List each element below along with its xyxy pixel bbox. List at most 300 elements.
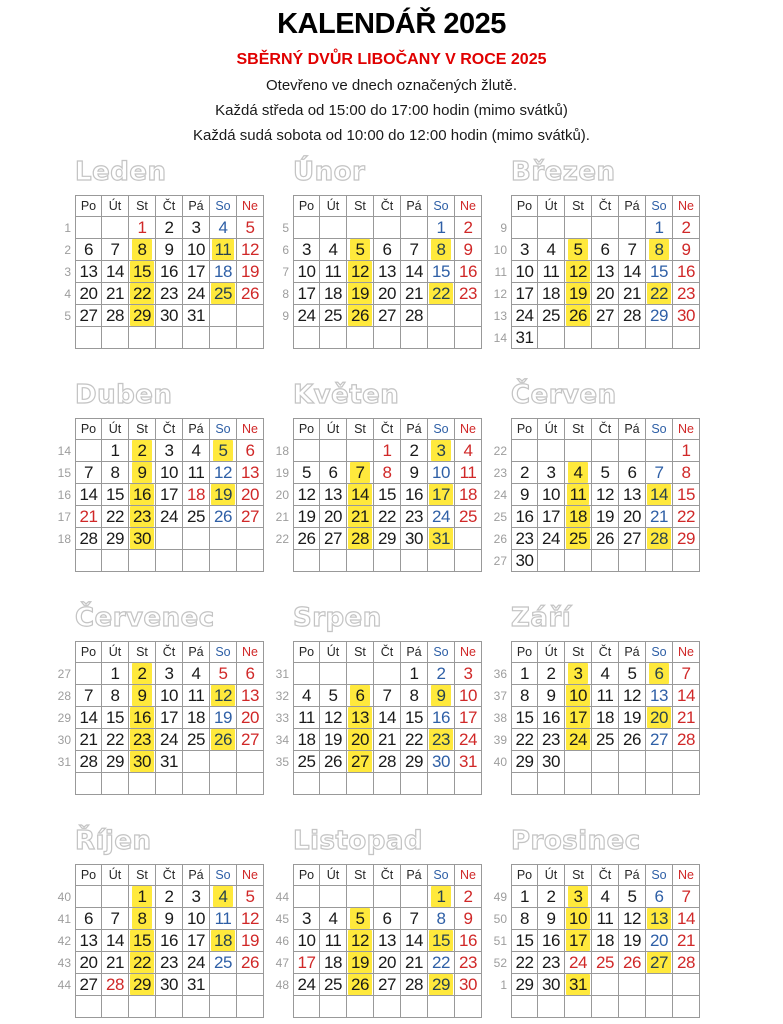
day-cell: 25 xyxy=(210,952,237,974)
day-cell: 10 xyxy=(455,685,482,707)
highlighted-day: 22 xyxy=(429,283,453,304)
day-cell xyxy=(347,751,374,773)
day-header-cell: Pá xyxy=(183,418,210,440)
day-cell xyxy=(646,996,673,1018)
day-cell xyxy=(210,751,237,773)
day-cell xyxy=(646,952,673,974)
day-cell: 10 xyxy=(183,908,210,930)
week-number: 12 xyxy=(493,287,507,301)
day-cell xyxy=(129,930,156,952)
day-cell xyxy=(646,663,673,685)
day-cell xyxy=(210,239,237,261)
day-cell xyxy=(293,440,320,462)
day-cell: 3 xyxy=(293,239,320,261)
day-cell xyxy=(156,327,183,349)
day-cell: 28 xyxy=(673,729,700,751)
page-title: KALENDÁŘ 2025 xyxy=(277,8,506,40)
day-cell xyxy=(646,550,673,572)
day-cell: 17 xyxy=(538,506,565,528)
day-cell xyxy=(592,996,619,1018)
day-cell xyxy=(210,729,237,751)
week-number: 18 xyxy=(275,444,289,458)
day-header-cell: Ne xyxy=(673,195,700,217)
day-cell: 11 xyxy=(183,462,210,484)
day-cell xyxy=(320,996,347,1018)
day-cell: 3 xyxy=(156,663,183,685)
highlighted-day: 17 xyxy=(429,484,453,505)
day-cell: 16 xyxy=(673,261,700,283)
day-cell: 30 xyxy=(156,974,183,996)
day-cell: 10 xyxy=(511,261,538,283)
day-cell: 6 xyxy=(374,908,401,930)
day-cell: 24 xyxy=(538,528,565,550)
day-cell: 1 xyxy=(428,217,455,239)
highlighted-day: 30 xyxy=(130,751,154,772)
week-number: 40 xyxy=(57,890,71,904)
day-header-cell: Čt xyxy=(592,195,619,217)
day-header-cell: St xyxy=(565,418,592,440)
day-cell: 15 xyxy=(401,707,428,729)
day-cell: 4 xyxy=(210,217,237,239)
day-header-cell: Út xyxy=(102,195,129,217)
day-header-cell: Po xyxy=(75,864,102,886)
day-cell: 21 xyxy=(374,729,401,751)
week-number xyxy=(274,996,293,1018)
day-cell: 18 xyxy=(592,707,619,729)
day-cell: 5 xyxy=(237,886,264,908)
day-cell: 28 xyxy=(102,974,129,996)
day-cell xyxy=(293,773,320,795)
day-cell: 18 xyxy=(183,707,210,729)
day-cell: 1 xyxy=(673,440,700,462)
day-cell xyxy=(646,484,673,506)
day-header-cell: Čt xyxy=(374,195,401,217)
day-cell: 31 xyxy=(156,751,183,773)
day-cell: 4 xyxy=(455,440,482,462)
day-cell: 11 xyxy=(592,685,619,707)
week-number: 13 xyxy=(493,309,507,323)
day-cell: 9 xyxy=(401,462,428,484)
day-cell: 8 xyxy=(102,462,129,484)
day-cell: 3 xyxy=(455,663,482,685)
highlighted-day: 5 xyxy=(213,440,233,461)
day-cell xyxy=(511,996,538,1018)
day-cell: 22 xyxy=(511,729,538,751)
day-cell: 1 xyxy=(401,663,428,685)
day-cell: 25 xyxy=(592,952,619,974)
day-cell: 13 xyxy=(374,930,401,952)
day-cell: 4 xyxy=(320,239,347,261)
month-title: Červenec xyxy=(75,603,215,633)
day-cell: 16 xyxy=(455,261,482,283)
day-cell xyxy=(619,440,646,462)
highlighted-day: 29 xyxy=(130,974,154,995)
day-cell xyxy=(210,327,237,349)
day-cell: 31 xyxy=(511,327,538,349)
week-number xyxy=(492,996,511,1018)
highlighted-day: 5 xyxy=(350,239,370,260)
highlighted-day: 18 xyxy=(566,506,590,527)
day-cell xyxy=(293,550,320,572)
week-number: 38 xyxy=(493,711,507,725)
day-header-cell: Čt xyxy=(374,418,401,440)
day-cell: 3 xyxy=(183,217,210,239)
highlighted-day: 29 xyxy=(130,305,154,326)
day-cell xyxy=(75,996,102,1018)
day-cell: 24 xyxy=(511,305,538,327)
day-cell: 21 xyxy=(75,506,102,528)
week-number-spacer xyxy=(274,864,293,886)
day-cell: 23 xyxy=(538,952,565,974)
day-cell xyxy=(646,440,673,462)
day-cell: 9 xyxy=(538,908,565,930)
week-number-spacer xyxy=(56,195,75,217)
day-cell: 24 xyxy=(183,952,210,974)
month-block xyxy=(274,602,492,795)
calendar-grid xyxy=(56,195,274,349)
highlighted-day: 8 xyxy=(431,239,451,260)
day-cell: 12 xyxy=(619,908,646,930)
day-cell xyxy=(538,440,565,462)
highlighted-day: 20 xyxy=(647,707,671,728)
day-cell: 14 xyxy=(673,685,700,707)
day-cell: 14 xyxy=(619,261,646,283)
day-header-cell: So xyxy=(646,641,673,663)
day-cell xyxy=(428,930,455,952)
day-cell: 10 xyxy=(428,462,455,484)
day-cell xyxy=(428,239,455,261)
day-cell: 16 xyxy=(511,506,538,528)
day-header-cell: Pá xyxy=(401,641,428,663)
day-cell: 25 xyxy=(183,729,210,751)
day-cell: 24 xyxy=(183,283,210,305)
day-cell: 30 xyxy=(455,974,482,996)
day-cell xyxy=(455,773,482,795)
month-title: Duben xyxy=(75,380,173,410)
month-block xyxy=(56,602,274,795)
day-cell: 4 xyxy=(538,239,565,261)
day-cell xyxy=(129,261,156,283)
day-header-cell: Ne xyxy=(673,418,700,440)
highlighted-day: 12 xyxy=(348,930,372,951)
day-cell: 23 xyxy=(673,283,700,305)
day-cell: 19 xyxy=(237,261,264,283)
day-cell xyxy=(428,283,455,305)
day-cell: 2 xyxy=(538,886,565,908)
day-cell: 11 xyxy=(455,462,482,484)
week-number: 19 xyxy=(275,466,289,480)
highlighted-day: 24 xyxy=(566,729,590,750)
highlighted-day: 19 xyxy=(348,283,372,304)
day-cell: 19 xyxy=(210,707,237,729)
highlighted-day: 13 xyxy=(348,707,372,728)
week-number: 40 xyxy=(493,755,507,769)
day-cell xyxy=(511,217,538,239)
day-header-cell: St xyxy=(129,641,156,663)
day-cell xyxy=(619,217,646,239)
day-header-cell: Pá xyxy=(619,195,646,217)
day-cell: 28 xyxy=(673,952,700,974)
day-cell: 6 xyxy=(75,239,102,261)
day-cell: 24 xyxy=(293,305,320,327)
week-number: 28 xyxy=(57,689,71,703)
day-cell xyxy=(673,996,700,1018)
week-number xyxy=(492,773,511,795)
day-cell xyxy=(347,930,374,952)
day-cell: 14 xyxy=(75,484,102,506)
month-title: Květen xyxy=(293,380,400,410)
day-header-cell: Pá xyxy=(401,864,428,886)
calendar-grid xyxy=(274,641,492,795)
day-cell: 4 xyxy=(592,663,619,685)
day-cell xyxy=(646,908,673,930)
day-cell: 29 xyxy=(646,305,673,327)
day-cell xyxy=(129,685,156,707)
day-cell: 21 xyxy=(619,283,646,305)
day-cell xyxy=(401,217,428,239)
week-number: 15 xyxy=(57,466,71,480)
day-cell xyxy=(320,217,347,239)
day-cell xyxy=(320,773,347,795)
day-header-cell: So xyxy=(210,864,237,886)
day-cell: 7 xyxy=(673,663,700,685)
day-cell: 21 xyxy=(75,729,102,751)
week-number xyxy=(56,996,75,1018)
day-cell xyxy=(428,729,455,751)
day-cell xyxy=(646,327,673,349)
day-cell xyxy=(347,952,374,974)
day-cell: 13 xyxy=(592,261,619,283)
day-cell xyxy=(210,974,237,996)
day-cell: 18 xyxy=(538,283,565,305)
highlighted-day: 11 xyxy=(567,484,590,505)
highlighted-day: 30 xyxy=(130,528,154,549)
day-cell: 18 xyxy=(320,952,347,974)
highlighted-day: 8 xyxy=(649,239,669,260)
day-cell: 16 xyxy=(538,707,565,729)
day-cell: 19 xyxy=(619,930,646,952)
day-cell xyxy=(75,663,102,685)
day-cell: 27 xyxy=(374,974,401,996)
day-cell xyxy=(374,327,401,349)
day-cell: 9 xyxy=(455,239,482,261)
day-header-cell: Út xyxy=(320,418,347,440)
day-cell xyxy=(183,327,210,349)
day-cell: 16 xyxy=(401,484,428,506)
day-header-cell: Pá xyxy=(183,641,210,663)
day-header-cell: Po xyxy=(511,641,538,663)
day-header-cell: St xyxy=(565,641,592,663)
day-cell xyxy=(565,305,592,327)
calendar-grid xyxy=(56,418,274,572)
highlighted-day: 26 xyxy=(566,305,590,326)
day-cell xyxy=(565,217,592,239)
week-number-spacer xyxy=(56,641,75,663)
week-number-spacer xyxy=(274,641,293,663)
highlighted-day: 5 xyxy=(350,908,370,929)
day-header-cell: So xyxy=(646,864,673,886)
day-cell xyxy=(455,305,482,327)
day-cell xyxy=(156,528,183,550)
day-header-cell: Út xyxy=(538,195,565,217)
day-cell xyxy=(237,773,264,795)
day-header-cell: Pá xyxy=(619,641,646,663)
day-cell xyxy=(129,707,156,729)
day-cell: 22 xyxy=(374,506,401,528)
day-cell: 27 xyxy=(320,528,347,550)
day-cell xyxy=(646,283,673,305)
day-cell xyxy=(347,239,374,261)
day-cell xyxy=(210,528,237,550)
day-cell: 25 xyxy=(320,974,347,996)
day-cell xyxy=(129,484,156,506)
day-cell xyxy=(592,550,619,572)
day-cell: 24 xyxy=(455,729,482,751)
day-cell: 29 xyxy=(374,528,401,550)
day-cell: 1 xyxy=(646,217,673,239)
day-header-cell: Čt xyxy=(156,418,183,440)
day-cell xyxy=(646,707,673,729)
day-cell: 7 xyxy=(401,239,428,261)
day-cell: 28 xyxy=(75,528,102,550)
day-cell: 17 xyxy=(183,930,210,952)
day-cell xyxy=(129,528,156,550)
day-cell xyxy=(129,751,156,773)
week-number xyxy=(56,550,75,572)
day-cell xyxy=(347,729,374,751)
day-cell: 2 xyxy=(156,217,183,239)
day-cell: 4 xyxy=(183,440,210,462)
day-cell xyxy=(374,663,401,685)
day-cell xyxy=(183,996,210,1018)
highlighted-day: 2 xyxy=(132,440,152,461)
day-cell: 14 xyxy=(673,908,700,930)
day-cell: 6 xyxy=(619,462,646,484)
highlighted-day: 23 xyxy=(429,729,453,750)
day-cell: 26 xyxy=(210,506,237,528)
day-cell: 7 xyxy=(75,685,102,707)
week-number: 5 xyxy=(64,309,71,323)
day-cell xyxy=(75,440,102,462)
week-number: 18 xyxy=(57,532,71,546)
highlighted-day: 19 xyxy=(566,283,590,304)
highlighted-day: 9 xyxy=(132,685,152,706)
day-header-cell: Út xyxy=(102,641,129,663)
day-cell: 21 xyxy=(102,283,129,305)
info-line-wednesday-hours: Každá středa od 15:00 do 17:00 hodin (mimo svátků) xyxy=(215,102,568,119)
day-cell: 9 xyxy=(455,908,482,930)
week-number: 33 xyxy=(275,711,289,725)
day-cell xyxy=(102,550,129,572)
day-cell: 15 xyxy=(646,261,673,283)
day-cell: 27 xyxy=(75,974,102,996)
month-block xyxy=(274,156,492,349)
day-cell: 8 xyxy=(102,685,129,707)
day-header-cell: St xyxy=(565,864,592,886)
day-cell: 21 xyxy=(673,707,700,729)
day-header-cell: St xyxy=(347,195,374,217)
day-cell: 27 xyxy=(237,729,264,751)
day-header-cell: Čt xyxy=(156,641,183,663)
day-header-cell: Út xyxy=(320,195,347,217)
highlighted-day: 11 xyxy=(212,239,235,260)
day-cell: 13 xyxy=(75,261,102,283)
week-number: 27 xyxy=(57,667,71,681)
day-cell: 12 xyxy=(592,484,619,506)
day-cell xyxy=(347,327,374,349)
week-number: 29 xyxy=(57,711,71,725)
day-cell: 11 xyxy=(320,930,347,952)
day-cell: 23 xyxy=(156,952,183,974)
day-cell xyxy=(129,462,156,484)
day-cell xyxy=(347,506,374,528)
day-header-cell: Po xyxy=(293,864,320,886)
day-cell xyxy=(210,996,237,1018)
week-number xyxy=(274,327,293,349)
day-header-cell: Po xyxy=(293,195,320,217)
week-number: 4 xyxy=(64,287,71,301)
day-cell xyxy=(428,996,455,1018)
day-cell: 30 xyxy=(673,305,700,327)
day-cell: 15 xyxy=(511,930,538,952)
day-cell xyxy=(129,952,156,974)
day-cell xyxy=(565,261,592,283)
day-header-cell: Ne xyxy=(455,641,482,663)
day-cell xyxy=(428,305,455,327)
day-cell: 4 xyxy=(183,663,210,685)
day-cell: 5 xyxy=(320,685,347,707)
day-cell: 13 xyxy=(237,685,264,707)
day-cell: 23 xyxy=(455,952,482,974)
day-cell xyxy=(619,773,646,795)
day-cell xyxy=(129,773,156,795)
day-cell xyxy=(565,484,592,506)
week-number: 31 xyxy=(275,667,289,681)
highlighted-day: 19 xyxy=(211,484,235,505)
week-number xyxy=(274,550,293,572)
day-cell: 7 xyxy=(401,908,428,930)
day-cell: 20 xyxy=(374,283,401,305)
day-header-cell: Út xyxy=(102,418,129,440)
highlighted-day: 6 xyxy=(350,685,370,706)
day-cell xyxy=(428,440,455,462)
week-number-spacer xyxy=(492,864,511,886)
day-header-cell: Pá xyxy=(183,864,210,886)
day-cell: 5 xyxy=(619,663,646,685)
week-number: 34 xyxy=(275,733,289,747)
day-cell xyxy=(129,908,156,930)
calendar-grid xyxy=(492,641,710,795)
day-cell xyxy=(538,996,565,1018)
day-header-cell: St xyxy=(347,641,374,663)
day-cell: 30 xyxy=(156,305,183,327)
highlighted-day: 13 xyxy=(647,908,671,929)
day-cell: 21 xyxy=(401,283,428,305)
day-cell: 15 xyxy=(428,261,455,283)
day-cell xyxy=(565,327,592,349)
day-cell: 26 xyxy=(237,952,264,974)
day-cell xyxy=(210,484,237,506)
day-cell: 10 xyxy=(183,239,210,261)
day-cell: 10 xyxy=(293,930,320,952)
highlighted-day: 21 xyxy=(348,506,372,527)
week-number: 43 xyxy=(57,956,71,970)
day-header-cell: Pá xyxy=(619,864,646,886)
highlighted-day: 1 xyxy=(431,886,451,907)
info-line-saturday-hours: Každá sudá sobota od 10:00 do 12:00 hodin (mimo svátků). xyxy=(193,127,590,144)
highlighted-day: 27 xyxy=(348,751,372,772)
day-cell: 16 xyxy=(156,930,183,952)
